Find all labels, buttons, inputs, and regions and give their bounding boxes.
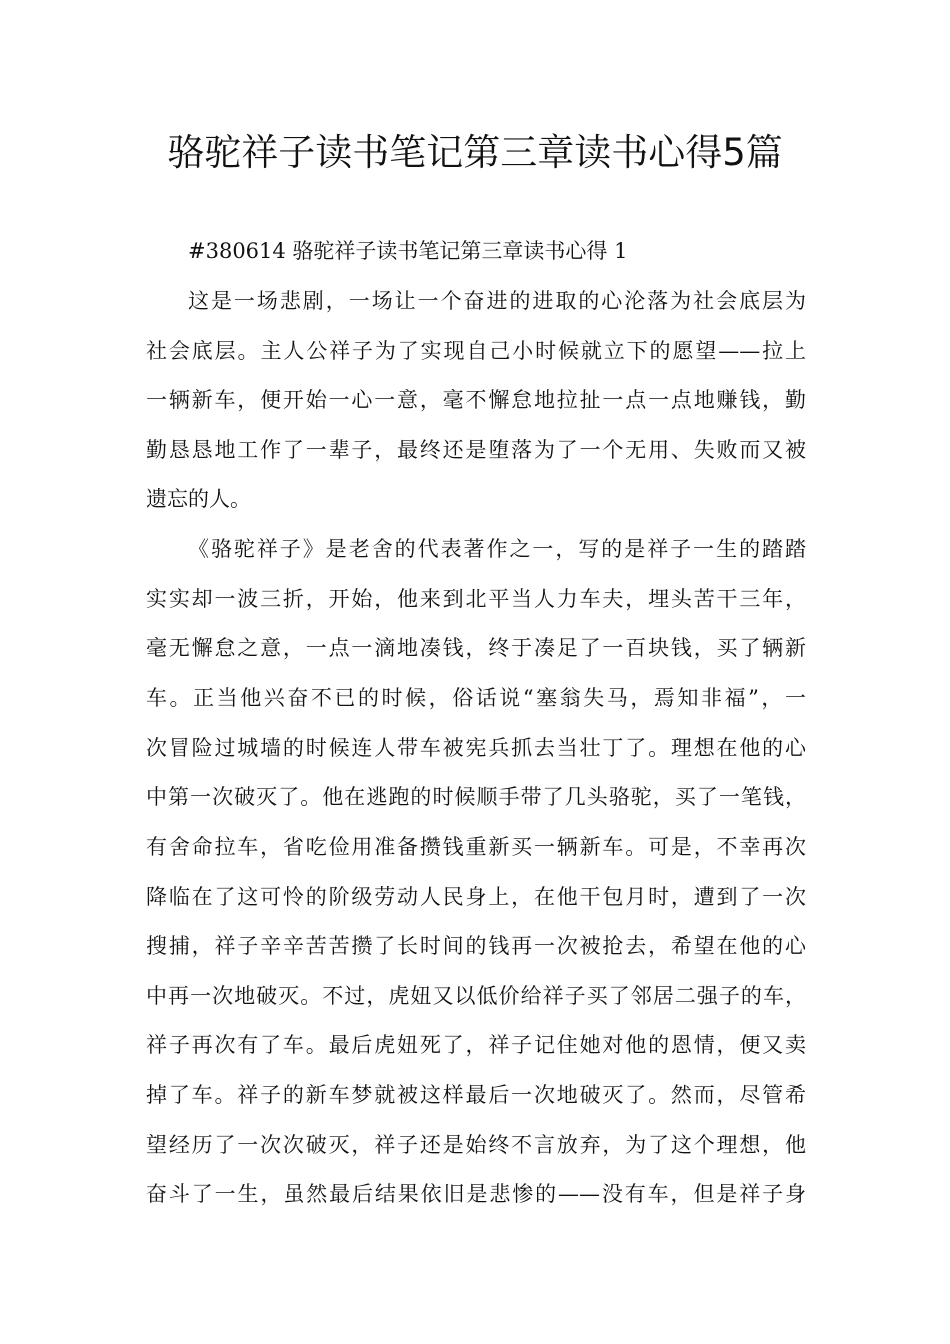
paragraph-line: 毫无懈怠之意，一点一滴地凑钱，终于凑足了一百块钱，买了辆新 xyxy=(146,636,806,660)
paragraph-line: 遗忘的人。 xyxy=(146,487,251,511)
paragraph-line: 搜捕，祥子辛辛苦苦攒了长时间的钱再一次被抢去，希望在他的心 xyxy=(146,934,806,958)
section-heading: #380614 骆驼祥子读书笔记第三章读书心得 1 xyxy=(188,239,628,263)
paragraph-line: 次冒险过城墙的时候连人带车被宪兵抓去当壮丁了。理想在他的心 xyxy=(146,736,806,760)
paragraph-line: 勤恳恳地工作了一辈子，最终还是堕落为了一个无用、失败而又被 xyxy=(146,438,806,462)
paragraph-line: 望经历了一次次破灭，祥子还是始终不言放弃，为了这个理想，他 xyxy=(146,1133,806,1157)
paragraph-line: 祥子再次有了车。最后虎妞死了，祥子记住她对他的恩情，便又卖 xyxy=(146,1033,806,1057)
paragraph-line: 社会底层。主人公祥子为了实现自己小时候就立下的愿望——拉上 xyxy=(146,339,806,363)
document-title: 骆驼祥子读书笔记第三章读书心得5篇 xyxy=(167,131,783,174)
paragraph-line: 中第一次破灭了。他在逃跑的时候顺手带了几头骆驼，买了一笔钱， xyxy=(146,785,806,809)
paragraph-line: 这是一场悲剧，一场让一个奋进的进取的心沦落为社会底层为 xyxy=(188,289,806,313)
paragraph-line: 中再一次地破灭。不过，虎妞又以低价给祥子买了邻居二强子的车， xyxy=(146,984,806,1008)
paragraph-line: 掉了车。祥子的新车梦就被这样最后一次地破灭了。然而，尽管希 xyxy=(146,1083,806,1107)
paragraph-line: 实实却一波三折，开始，他来到北平当人力车夫，埋头苦干三年， xyxy=(146,587,806,611)
paragraph-line: 车。正当他兴奋不已的时候，俗话说“塞翁失马，焉知非福”，一 xyxy=(146,686,806,710)
paragraph-line: 一辆新车，便开始一心一意，毫不懈怠地拉扯一点一点地赚钱，勤 xyxy=(146,388,806,412)
paragraph-line: 《骆驼祥子》是老舍的代表著作之一，写的是祥子一生的踏踏 xyxy=(188,537,806,561)
paragraph-line: 奋斗了一生，虽然最后结果依旧是悲惨的——没有车，但是祥子身 xyxy=(146,1182,806,1206)
paragraph-line: 降临在了这可怜的阶级劳动人民身上，在他干包月时，遭到了一次 xyxy=(146,885,806,909)
paragraph-line: 有舍命拉车，省吃俭用准备攒钱重新买一辆新车。可是，不幸再次 xyxy=(146,835,806,859)
